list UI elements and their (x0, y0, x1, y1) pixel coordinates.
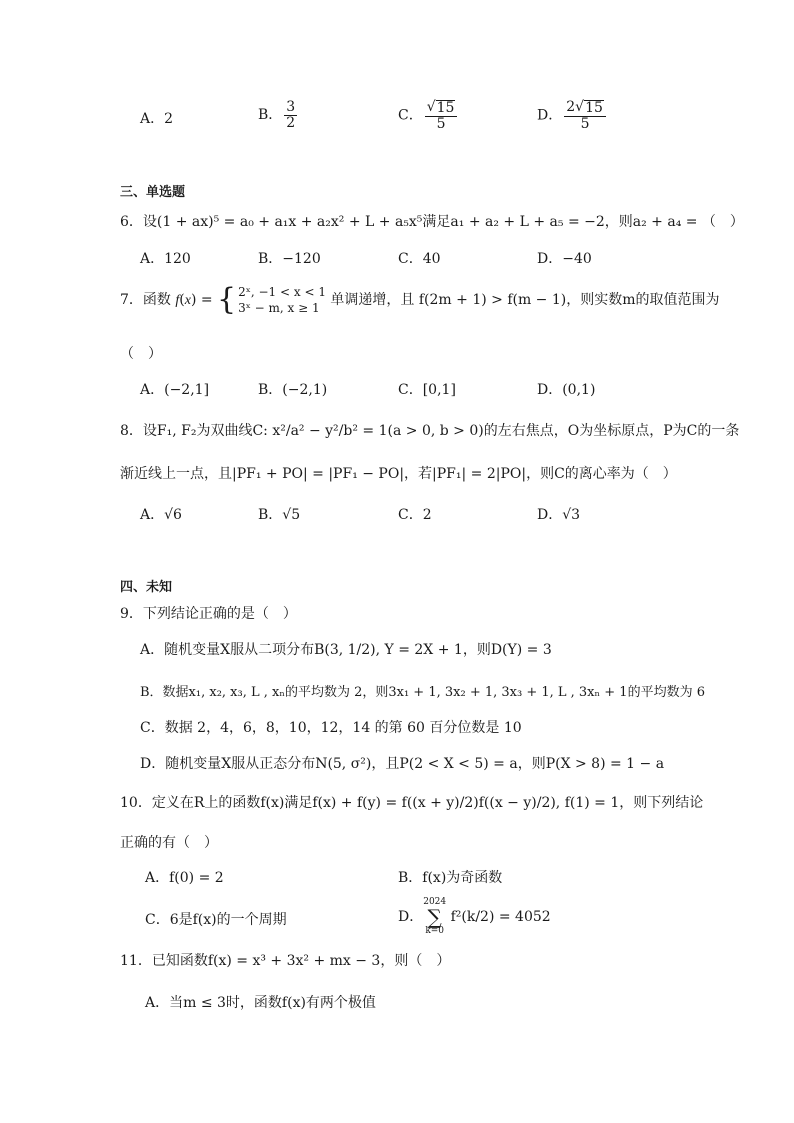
q11-option-a: A．当m ≤ 3时，函数f(x)有两个极值 (145, 995, 376, 1011)
question-9-stem: 9．下列结论正确的是（ ） (120, 606, 297, 622)
question-6-stem: 6．设(1 + ax)⁵ = a₀ + a₁x + a₂x² + L + a₅x⁵满足a₁ + a₂ + L + a₅ = −2，则a₂ + a₄ = （ ） (120, 214, 744, 230)
question-11-stem: 11．已知函数f(x) = x³ + 3x² + mx − 3，则（ ） (120, 953, 451, 969)
q5-d-denominator: 5 (580, 115, 590, 132)
q5-b-numerator: 3 (286, 99, 296, 115)
q5-b-denominator: 2 (286, 114, 296, 131)
q7-answer-paren: （ ） (120, 346, 162, 362)
q6-option-d: D．−40 (537, 251, 592, 267)
q10-option-d-prefix: D． (398, 909, 424, 925)
q6-option-c: C．40 (398, 251, 441, 267)
q9-option-c: C．数据 2，4，6，8，10，12，14 的第 60 百分位数是 10 (140, 720, 522, 736)
question-8-line-2: 渐近线上一点，且|PF₁ + PO| = |PF₁ − PO|，若|PF₁| = 2|PO|，则C的离心率为（ ） (120, 466, 677, 482)
q8-option-b: B．√5 (258, 507, 301, 523)
q10-summation (423, 898, 446, 936)
q7-option-c: C．[0,1] (398, 382, 456, 398)
q5-c-sqrt: √ 15 (426, 99, 455, 116)
q5-option-c-fraction (425, 100, 458, 131)
q8-option-a: A．√6 (140, 507, 182, 523)
q10-option-d-body: f²(k/2) = 4052 (450, 909, 551, 925)
question-10-line-2: 正确的有（ ） (120, 835, 218, 851)
q5-c-denominator: 5 (436, 115, 446, 132)
q5-option-b-prefix: B． (258, 107, 283, 124)
q10-option-d (398, 898, 551, 936)
q5-option-c (398, 100, 459, 131)
q5-c-radicand: 15 (436, 100, 455, 116)
q7-suffix: 单调递增，且 f(2m + 1) > f(m − 1)，则实数m的取值范围为 (330, 292, 720, 309)
q7-case-2: 3ˣ − m, x ≥ 1 (238, 301, 320, 316)
question-10-line-1: 10．定义在R上的函数f(x)满足f(x) + f(y) = f((x + y)/2)f((x − y)/2), f(1) = 1，则下列结论 (120, 795, 704, 811)
q10-sum-upper: 2024 (423, 897, 447, 907)
question-7-stem: 7．函数 f(x) = { 2ˣ, −1 < x < 1 3ˣ − m, x ≥ 1 单调递增，且 f(2m + 1) > f(m − 1)，则实数m的取值范围为 (120, 282, 720, 318)
section-title-unknown: 四、未知 (120, 580, 173, 595)
q5-d-coefficient: 2 (566, 99, 576, 115)
q10-option-a: A．f(0) = 2 (145, 870, 224, 886)
q5-option-a: A．2 (140, 111, 174, 127)
q7-option-b: B．(−2,1) (258, 382, 328, 398)
q7-option-d: D．(0,1) (537, 382, 596, 398)
section-title-single-choice: 三、单选题 (120, 185, 186, 200)
q7-piecewise-brace: { (217, 282, 237, 318)
q5-option-b-fraction (284, 100, 297, 130)
q5-d-sqrt: √ 15 (575, 99, 603, 116)
q9-option-b: B．数据x₁, x₂, x₃, L , xₙ的平均数为 2，则3x₁ + 1, 3x₂ + 1, 3x₃ + 1, L , 3xₙ + 1的平均数为 6 (140, 685, 705, 700)
q8-option-c: C．2 (398, 507, 432, 523)
q10-sum-lower: k=0 (425, 926, 445, 936)
q5-option-d (537, 100, 608, 131)
q10-option-b: B．f(x)为奇函数 (398, 870, 503, 886)
q5-option-c-prefix: C． (398, 107, 423, 124)
q5-d-numerator (564, 100, 606, 117)
q10-option-c: C．6是f(x)的一个周期 (145, 912, 287, 928)
q5-option-d-prefix: D． (537, 107, 563, 124)
q5-option-d-fraction (564, 100, 606, 131)
q5-d-radicand: 15 (585, 100, 603, 116)
q5-option-b (258, 100, 299, 130)
question-8-line-1: 8．设F₁, F₂为双曲线C: x²/a² − y²/b² = 1(a > 0, b > 0)的左右焦点，O为坐标原点，P为C的一条 (120, 423, 740, 439)
q7-prefix: 7．函数 (120, 292, 171, 309)
sigma-icon: ∑ (427, 905, 442, 929)
q9-option-d: D．随机变量X服从正态分布N(5, σ²)，且P(2 < X < 5) = a，则P(X > 8) = 1 − a (140, 756, 665, 772)
q7-case-1: 2ˣ, −1 < x < 1 (238, 285, 326, 299)
q6-option-b: B．−120 (258, 251, 321, 267)
q5-c-numerator (425, 100, 458, 117)
q6-option-a: A．120 (140, 251, 191, 267)
q9-option-a: A．随机变量X服从二项分布B(3, 1/2), Y = 2X + 1，则D(Y) = 3 (140, 642, 552, 658)
q7-piecewise (238, 284, 326, 316)
q7-option-a: A．(−2,1] (140, 382, 210, 398)
q8-option-d: D．√3 (537, 507, 581, 523)
